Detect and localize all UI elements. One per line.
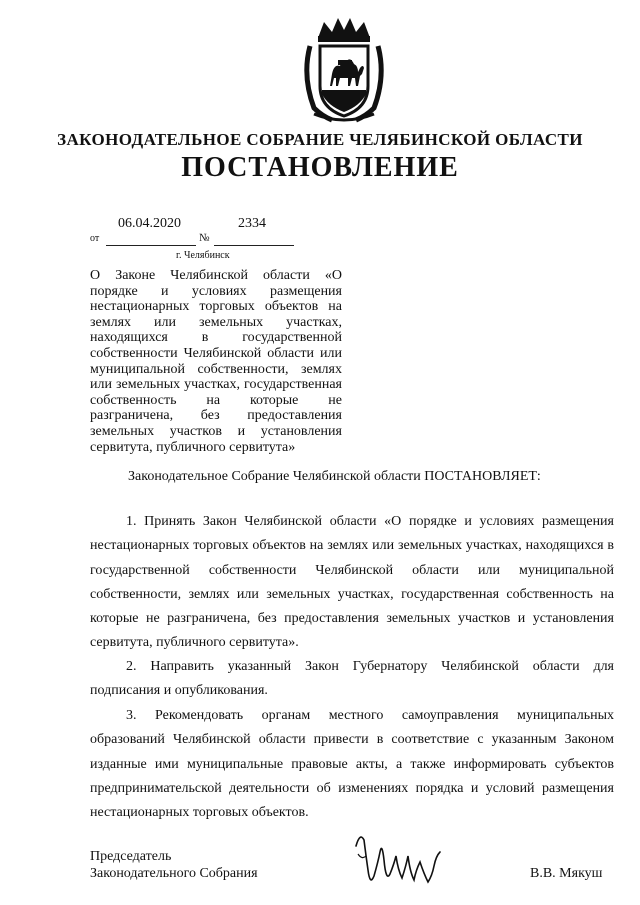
paragraph-2: 2. Направить указанный Закон Губернатору Челябинской области для подписания и опубликования. [90,659,614,699]
date-label: от [90,233,100,244]
document-type-title: ПОСТАНОВЛЕНИЕ [181,152,459,183]
signature-icon [350,826,446,896]
city-label: г. Челябинск [176,250,230,261]
coat-of-arms-icon [300,16,388,124]
document-date: 06.04.2020 [118,216,181,231]
signer-name: В.В. Мякуш [530,866,603,881]
document-subject: О Законе Челябинской области «О порядке и условиях размещения нестационарных торговых объектов на землях или земельных участках, находящихся в государственной собственности Челябинской области или муниципальной собственности, землях или земельных участках, государственная собственность на которые не разграничена, без предоставления земельных участков и установления сервитута, публичного сервитута» [90,268,342,455]
chair-title-line2: Законодательного Собрания [90,866,258,881]
number-underline [214,245,294,246]
date-underline [106,245,196,246]
decree-line: Законодательное Собрание Челябинской области ПОСТАНОВЛЯЕТ: [128,469,541,484]
chair-title-line1: Председатель [90,849,172,864]
number-label: № [199,232,210,244]
document-number: 2334 [238,216,266,231]
organization-title: ЗАКОНОДАТЕЛЬНОЕ СОБРАНИЕ ЧЕЛЯБИНСКОЙ ОБЛАСТИ [57,130,583,149]
paragraph-1: 1. Принять Закон Челябинской области «О порядке и условиях размещения нестационарных торговых объектов на землях или земельных участках, находящихся в государственной собственности Челябинской области или муниципальной собственности, землях или земельных участках, государственная собственность на которые не разграничена, без предоставления земельных участков и установления сервитута, публичного сервитута». [90,514,614,651]
paragraph-3: 3. Рекомендовать органам местного самоуправления муниципальных образований Челябинской области привести в соответствие с указанным Законом изданные ими муниципальные правовые акты, а также информировать субъектов предпринимательской деятельности об изменениях порядка и условий размещения нестационарных торговых объектов. [90,708,614,821]
